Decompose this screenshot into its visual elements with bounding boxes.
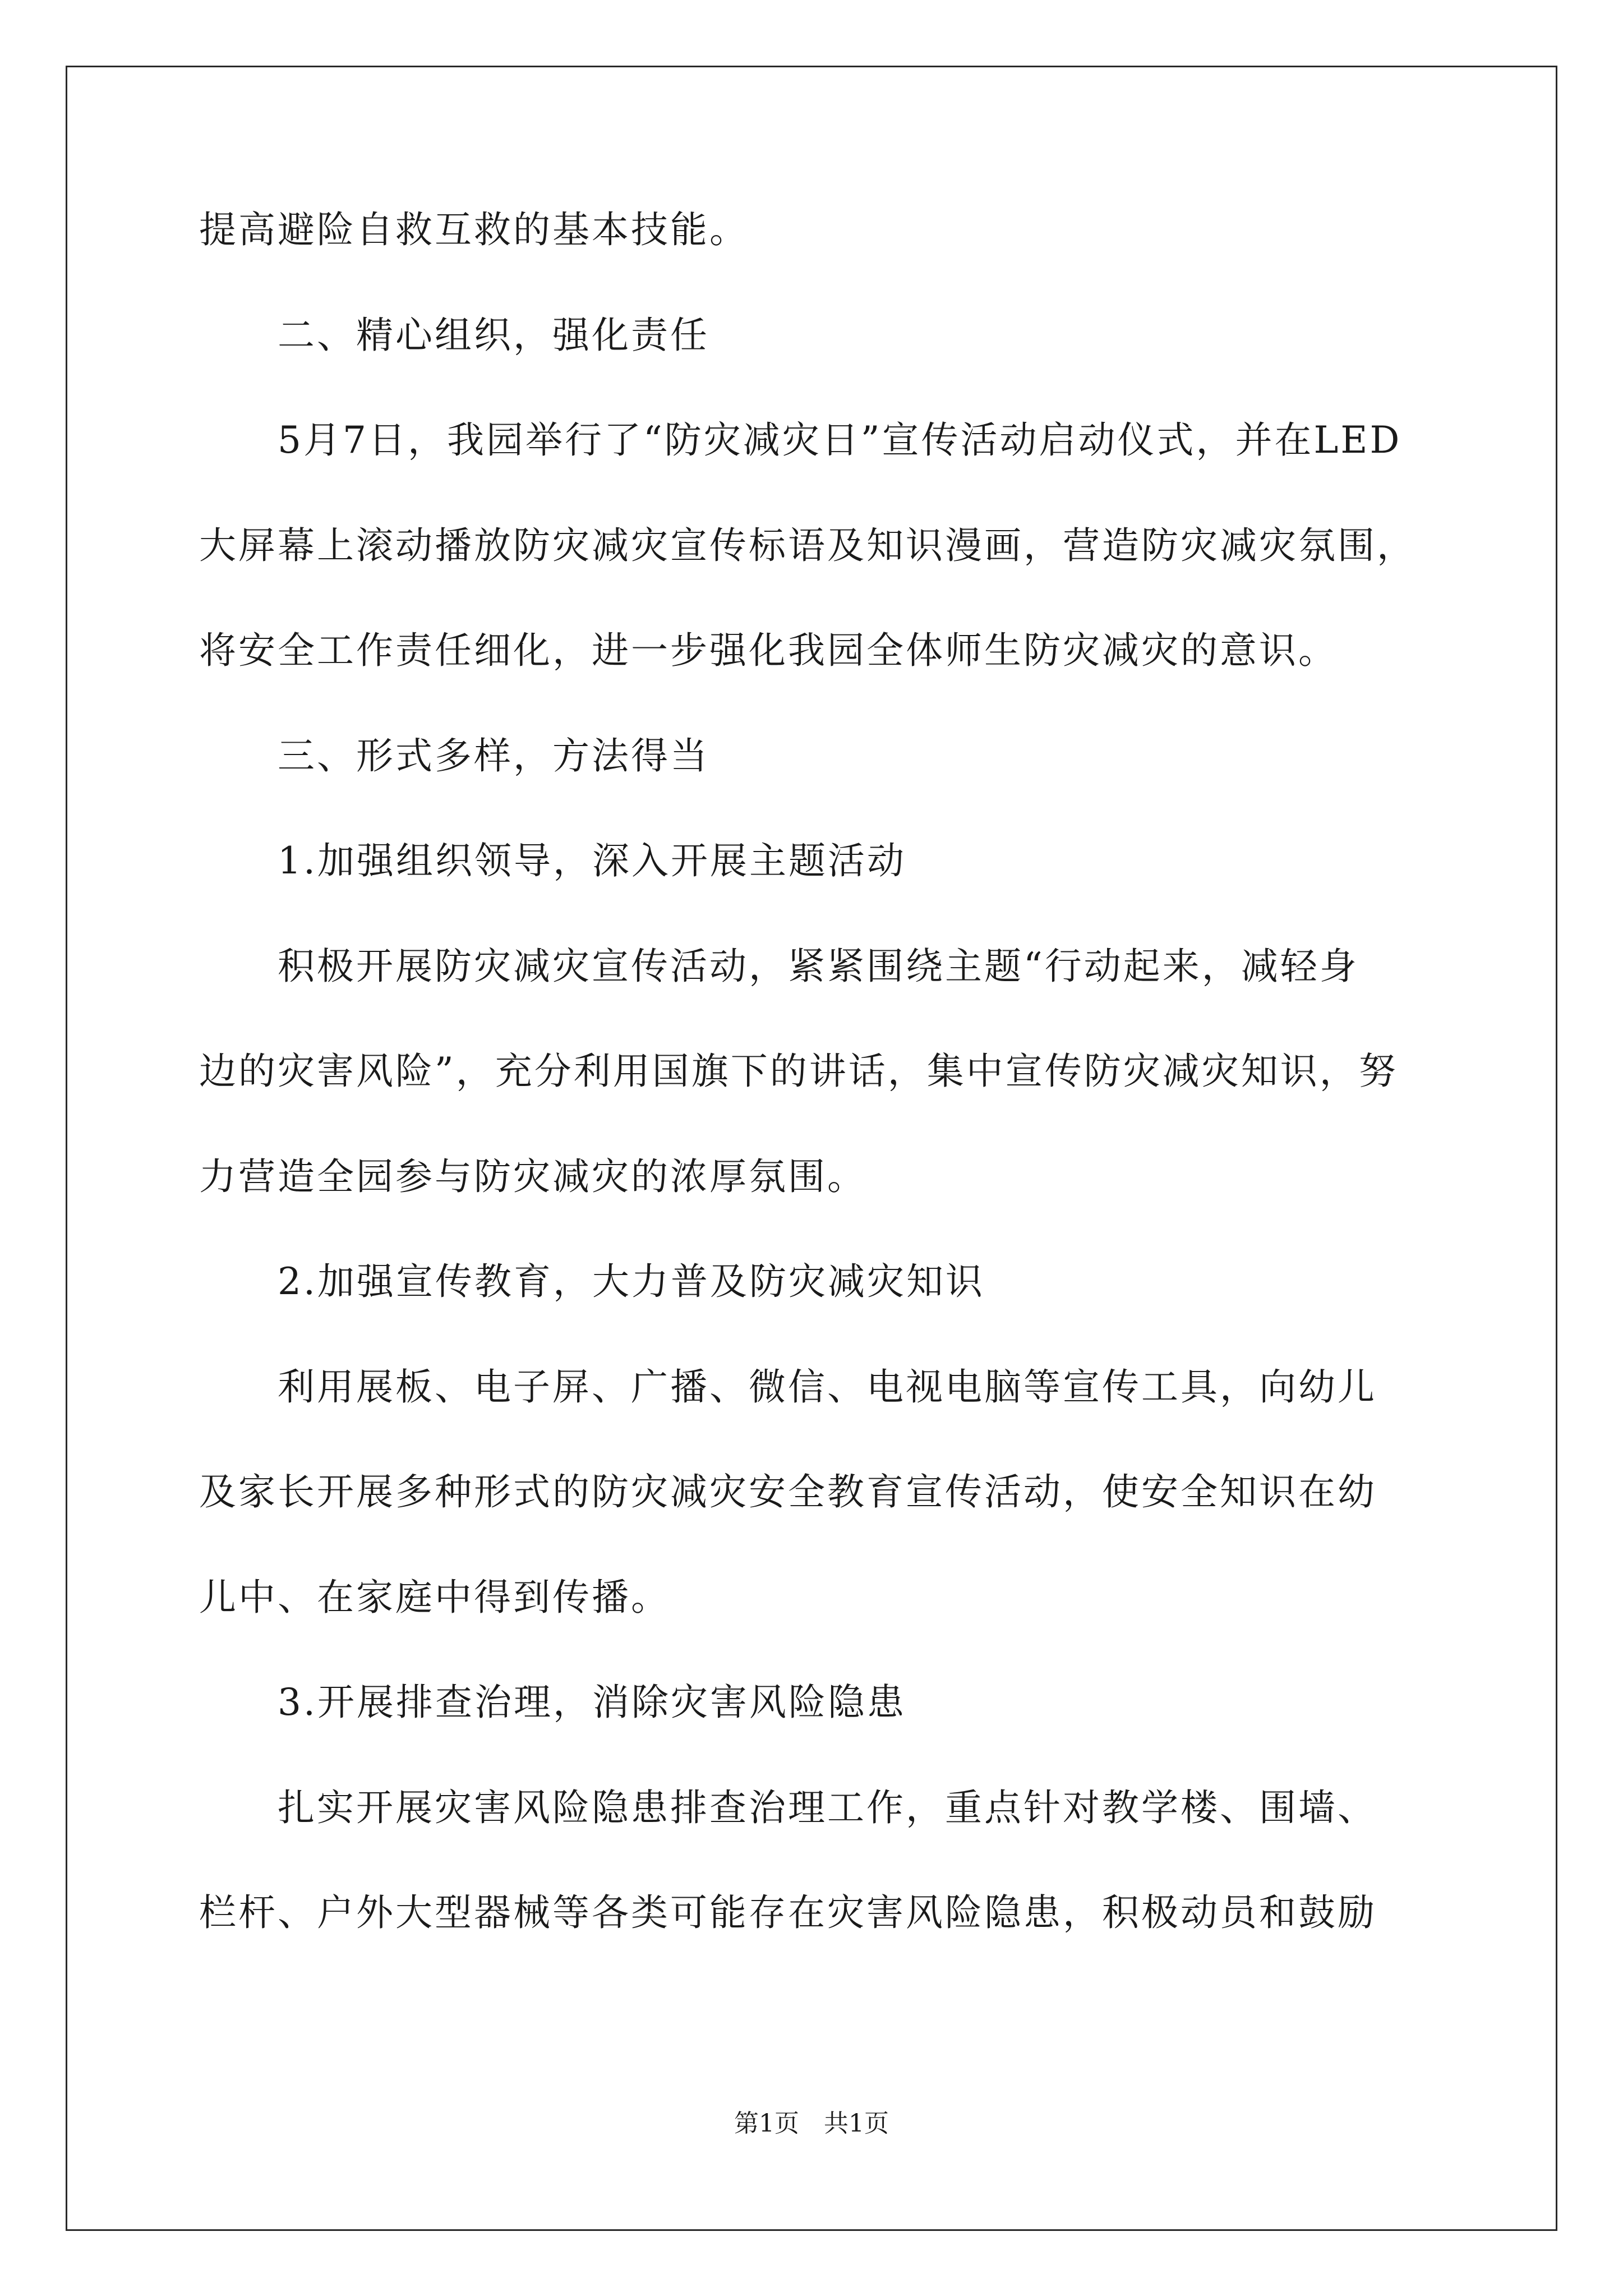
text-line: 及家长开展多种形式的防灾减灾安全教育宣传活动，使安全知识在幼 [199, 1470, 1377, 1513]
text-line: 积极开展防灾减灾宣传活动，紧紧围绕主题“行动起来，减轻身 [199, 945, 1359, 988]
subsection-heading: 2.加强宣传教育，大力普及防灾减灾知识 [199, 1260, 985, 1303]
page-number: 第1页 共1页 [734, 2109, 889, 2138]
text-line: 将安全工作责任细化，进一步强化我园全体师生防灾减灾的意识。 [199, 629, 1338, 672]
text-line: 大屏幕上滚动播放防灾减灾宣传标语及知识漫画，营造防灾减灾氛围， [199, 524, 1416, 567]
subsection-heading: 3.开展排查治理，消除灾害风险隐患 [199, 1681, 906, 1724]
text-line: 边的灾害风险”，充分利用国旗下的讲话，集中宣传防灾减灾知识，努 [199, 1050, 1398, 1093]
text-line: 扎实开展灾害风险隐患排查治理工作，重点针对教学楼、围墙、 [199, 1786, 1377, 1829]
text-line: 利用展板、电子屏、广播、微信、电视电脑等宣传工具，向幼儿 [199, 1365, 1377, 1409]
text-line: 栏杆、户外大型器械等各类可能存在灾害风险隐患，积极动员和鼓励 [199, 1891, 1377, 1934]
text-line: 力营造全园参与防灾减灾的浓厚氛围。 [199, 1155, 866, 1198]
section-heading: 二、精心组织，强化责任 [199, 314, 709, 357]
text-line: 儿中、在家庭中得到传播。 [199, 1576, 670, 1619]
section-heading: 三、形式多样，方法得当 [199, 734, 709, 777]
text-line: 提高避险自救互救的基本技能。 [199, 208, 749, 251]
subsection-heading: 1.加强组织领导，深入开展主题活动 [199, 839, 906, 882]
text-line: 5月7日，我园举行了“防灾减灾日”宣传活动启动仪式，并在LED [199, 418, 1402, 462]
